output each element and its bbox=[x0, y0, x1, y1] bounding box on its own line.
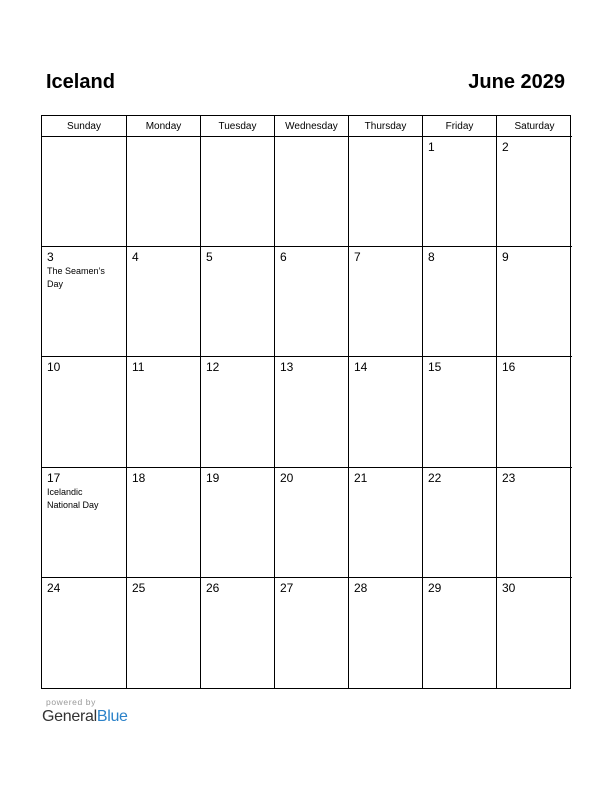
day-cell bbox=[349, 357, 423, 467]
day-cell bbox=[497, 247, 572, 357]
day-cell bbox=[127, 578, 201, 688]
day-number: 20 bbox=[280, 470, 294, 485]
day-cell bbox=[349, 247, 423, 357]
day-number: 3 bbox=[47, 250, 54, 265]
day-number: 21 bbox=[354, 470, 368, 485]
day-cell bbox=[423, 247, 497, 357]
day-number: 11 bbox=[132, 360, 145, 375]
calendar-table bbox=[41, 115, 571, 689]
day-cell bbox=[275, 578, 349, 688]
weekday-header-sunday: Sunday bbox=[42, 116, 127, 137]
day-number: 16 bbox=[502, 360, 516, 375]
day-cell bbox=[42, 247, 127, 357]
day-number: 6 bbox=[280, 250, 287, 265]
day-number: 23 bbox=[502, 470, 516, 485]
day-cell bbox=[201, 357, 275, 467]
day-number: 1 bbox=[428, 140, 435, 154]
day-cell bbox=[42, 357, 127, 467]
day-cell bbox=[423, 357, 497, 467]
day-number: 17 bbox=[47, 470, 61, 485]
day-cell bbox=[349, 468, 423, 578]
day-cell bbox=[127, 357, 201, 467]
brand-blue: Blue bbox=[96, 708, 128, 725]
country-title: Iceland bbox=[46, 71, 115, 93]
day-number: 24 bbox=[47, 580, 61, 595]
day-cell bbox=[423, 578, 497, 688]
empty-day-cell bbox=[42, 137, 127, 247]
day-number: 7 bbox=[354, 250, 361, 265]
weekday-header-monday: Monday bbox=[127, 116, 201, 137]
day-cell bbox=[42, 468, 127, 578]
holiday-label: The Seamen’s Day bbox=[47, 266, 105, 290]
day-number: 29 bbox=[428, 580, 442, 595]
empty-day-cell bbox=[349, 137, 423, 247]
day-number: 12 bbox=[206, 360, 220, 375]
day-number: 5 bbox=[206, 250, 213, 265]
day-number: 9 bbox=[502, 250, 509, 265]
day-number: 30 bbox=[502, 580, 516, 595]
weekday-header-wednesday: Wednesday bbox=[275, 116, 349, 137]
weekday-header-thursday: Thursday bbox=[349, 116, 423, 137]
day-number: 18 bbox=[132, 470, 146, 485]
day-number: 19 bbox=[206, 470, 220, 485]
day-number: 13 bbox=[280, 360, 294, 375]
brand-general: General bbox=[42, 708, 97, 725]
weekday-header-saturday: Saturday bbox=[497, 116, 572, 137]
day-number: 22 bbox=[428, 470, 442, 485]
day-cell bbox=[275, 247, 349, 357]
day-cell bbox=[201, 468, 275, 578]
day-number: 28 bbox=[354, 580, 368, 595]
day-cell bbox=[349, 578, 423, 688]
calendar-grid bbox=[42, 116, 570, 688]
empty-day-cell bbox=[127, 137, 201, 247]
day-cell bbox=[127, 468, 201, 578]
day-number: 4 bbox=[132, 250, 139, 265]
day-cell bbox=[201, 247, 275, 357]
powered-by-label: powered by bbox=[46, 697, 96, 707]
holiday-label: Icelandic National Day bbox=[47, 486, 99, 510]
day-number: 26 bbox=[206, 580, 220, 595]
day-cell bbox=[42, 578, 127, 688]
day-cell bbox=[423, 468, 497, 578]
day-cell bbox=[423, 137, 497, 247]
day-number: 14 bbox=[354, 360, 368, 375]
day-cell bbox=[497, 578, 572, 688]
day-number: 15 bbox=[428, 360, 442, 375]
day-cell bbox=[275, 468, 349, 578]
day-number: 8 bbox=[428, 250, 435, 265]
day-cell bbox=[497, 468, 572, 578]
day-cell bbox=[497, 137, 572, 247]
day-cell bbox=[275, 357, 349, 467]
weekday-header-tuesday: Tuesday bbox=[201, 116, 275, 137]
day-number: 10 bbox=[47, 360, 61, 375]
day-cell bbox=[497, 357, 572, 467]
day-number: 25 bbox=[132, 580, 146, 595]
generalblue-logo[interactable] bbox=[42, 708, 128, 726]
day-cell bbox=[201, 578, 275, 688]
day-number: 27 bbox=[280, 580, 294, 595]
empty-day-cell bbox=[201, 137, 275, 247]
day-cell bbox=[127, 247, 201, 357]
month-year-title: June 2029 bbox=[468, 71, 565, 93]
day-number: 2 bbox=[502, 140, 509, 154]
weekday-header-friday: Friday bbox=[423, 116, 497, 137]
empty-day-cell bbox=[275, 137, 349, 247]
